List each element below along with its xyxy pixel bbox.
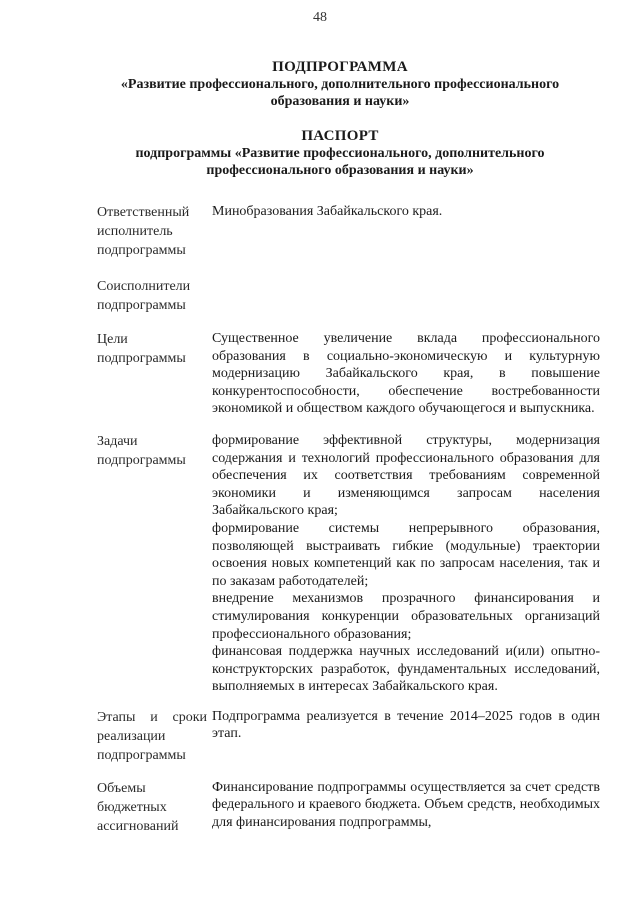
row-label: Этапы и сроки реализации подпрограммы xyxy=(97,709,207,763)
row-label: Цели подпрограммы xyxy=(97,332,186,366)
row-paragraph: формирование эффективной структуры, модернизация содержания и технологий профессионального образования для обеспечения их соответствия требованиям современной экономики и изменяющимся запросам населения Забайкальского края; xyxy=(212,432,600,519)
row-paragraph: Подпрограмма реализуется в течение 2014–2025 годов в один этап. xyxy=(212,708,600,742)
row-goals xyxy=(97,330,600,418)
row-paragraph: формирование системы непрерывного образования, позволяющей выстраивать гибкие (модульные) траектории освоения новых компетенций как по запросам населения, так и по заказам работодателей; xyxy=(212,520,600,589)
row-value xyxy=(212,779,600,832)
passport-subtitle-line1: подпрограммы «Развитие профессионального, дополнительного xyxy=(135,146,545,161)
row-co-executors xyxy=(97,277,600,315)
passport-subtitle-line2: профессионального образования и науки» xyxy=(206,163,474,178)
row-value xyxy=(212,432,600,696)
passport-table xyxy=(97,203,600,836)
program-subtitle-line2: образования и науки» xyxy=(270,94,410,109)
row-value xyxy=(212,330,600,418)
row-label: Ответственный исполнитель подпрограммы xyxy=(97,205,190,258)
row-paragraph: Минобразования Забайкальского края. xyxy=(212,204,443,219)
row-value xyxy=(212,708,600,743)
row-label: Объемы бюджетных ассигнований xyxy=(97,780,179,834)
passport-heading xyxy=(40,128,640,179)
program-title: ПОДПРОГРАММА xyxy=(272,59,408,75)
row-tasks xyxy=(97,432,600,696)
program-subtitle-line1: «Развитие профессионального, дополнительного профессионального xyxy=(120,77,560,92)
row-label: Соисполнители подпрограммы xyxy=(97,279,191,313)
row-paragraph: Финансирование подпрограммы осуществляется за счет средств федерального и краевого бюджета. Объем средств, необходимых для финансирования подпрограммы, xyxy=(212,779,600,831)
row-responsible xyxy=(97,203,600,260)
row-value xyxy=(212,203,600,221)
row-paragraph: внедрение механизмов прозрачного финансирования и стимулирования конкуренции образовательных организаций профессионального образования; xyxy=(212,591,600,642)
page-number: 48 xyxy=(313,10,327,25)
passport-title: ПАСПОРТ xyxy=(301,128,379,144)
row-budget xyxy=(97,779,600,836)
row-paragraph: финансовая поддержка научных исследований и(или) опытно-конструкторских разработок, фундаментальных исследований, выполняемых в интересах Забайкальского края. xyxy=(212,644,600,695)
row-stages xyxy=(97,708,600,765)
program-heading xyxy=(40,59,640,110)
row-paragraph: Существенное увеличение вклада профессионального образования в социально-экономическую и культурную модернизацию Забайкальского края, в повышение конкурентоспособности, обеспечение востребованности экономикой и обществом каждого обучающегося и выпускника. xyxy=(212,331,600,417)
row-label: Задачи подпрограммы xyxy=(97,433,186,468)
